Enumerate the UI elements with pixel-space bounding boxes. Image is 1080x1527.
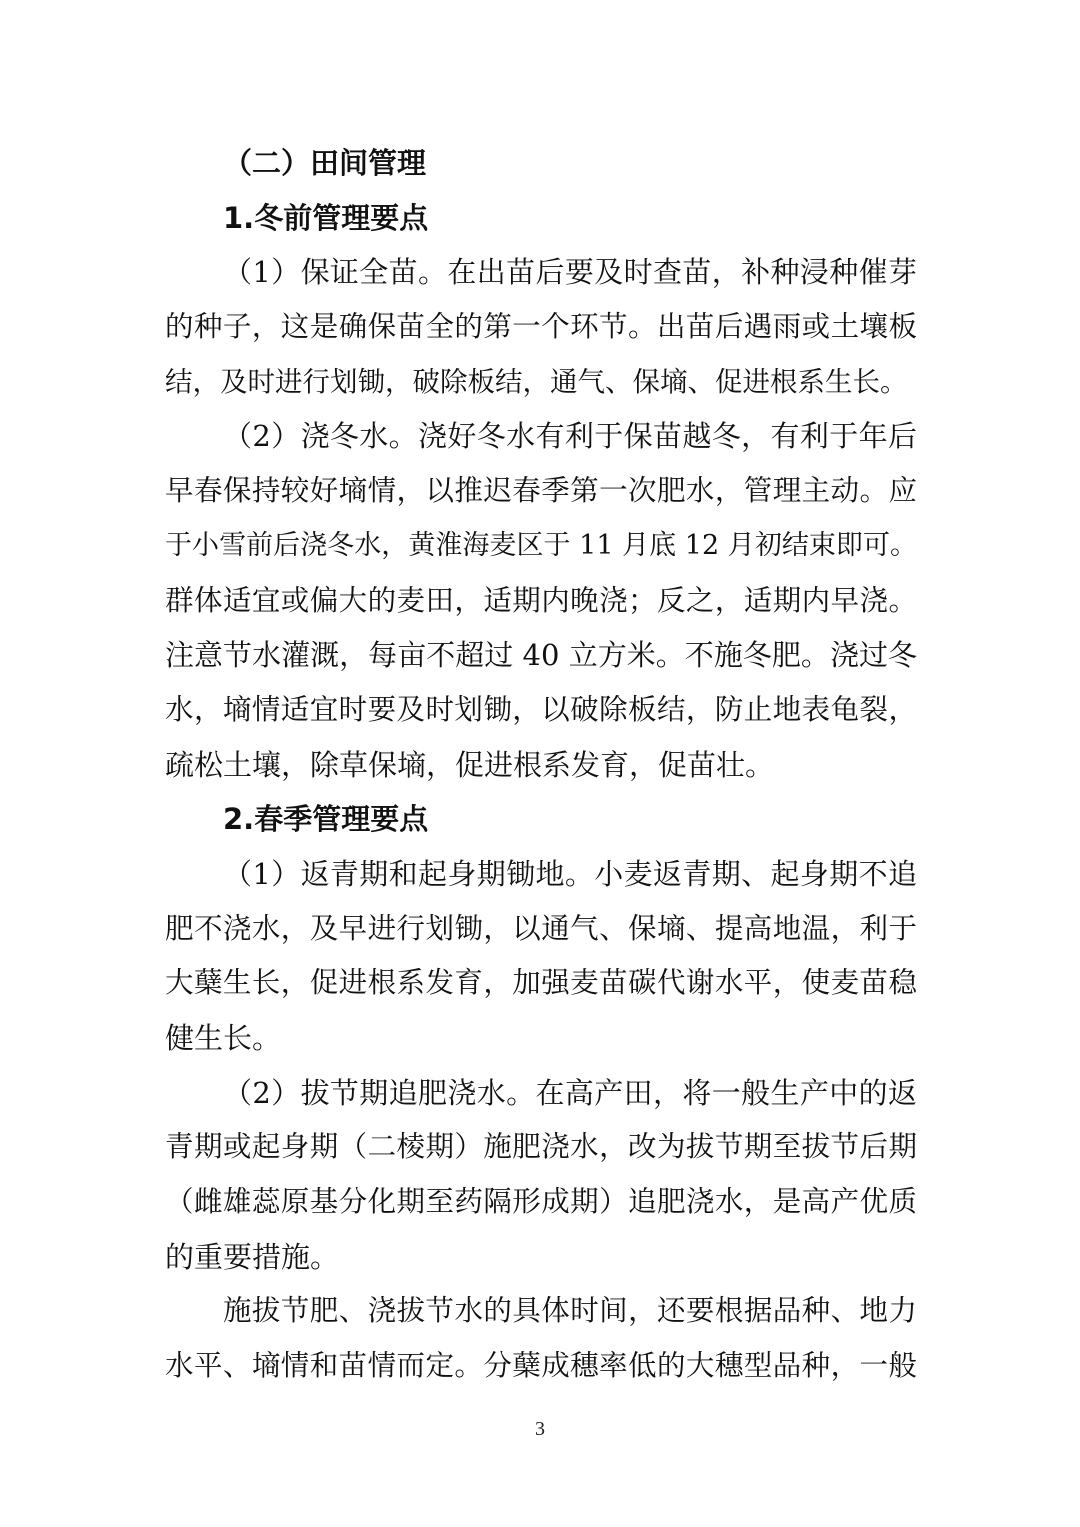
- paragraph-line: 青期或起身期（二棱期）施肥浇水，改为拔节期至拔节后期: [165, 1130, 917, 1164]
- paragraph-line: （2）浇冬水。浇好冬水有利于保苗越冬，有利于年后: [223, 419, 917, 454]
- page-number: 3: [535, 1418, 545, 1440]
- paragraph-line: （2）拔节期追肥浇水。在高产田，将一般生产中的返: [223, 1075, 917, 1110]
- paragraph-line: 结，及时进行划锄，破除板结，通气、保墒、促进根系生长。: [165, 365, 908, 398]
- paragraph-line: 健生长。: [165, 1021, 282, 1055]
- paragraph-line: 水，墒情适宜时要及时划锄，以破除板结，防止地表龟裂，: [165, 692, 917, 726]
- paragraph-line: 于小雪前后浇冬水，黄淮海麦区于 11 月底 12 月初结束即可。: [165, 529, 917, 561]
- paragraph-line: 大蘖生长，促进根系发育，加强麦苗碳代谢水平，使麦苗稳: [165, 966, 917, 1000]
- paragraph-line: 疏松土壤，除草保墒，促进根系发育，促苗壮。: [165, 747, 775, 782]
- paragraph-line: 施拔节肥、浇拔节水的具体时间，还要根据品种、地力: [223, 1294, 917, 1328]
- paragraph-line: 群体适宜或偏大的麦田，适期内晚浇；反之，适期内早浇。: [165, 583, 917, 617]
- paragraph-line: 注意节水灌溉，每亩不超过 40 立方米。不施冬肥。浇过冬: [165, 638, 917, 673]
- paragraph-line: （1）保证全苗。在出苗后要及时查苗，补种浸种催芽: [223, 255, 917, 290]
- paragraph-line: （雌雄蕊原基分化期至药隔形成期）追肥浇水，是高产优质: [165, 1185, 917, 1219]
- subsection-heading: 2.春季管理要点: [223, 802, 429, 837]
- paragraph-line: 的重要措施。: [165, 1239, 340, 1274]
- document-body: [165, 136, 917, 1394]
- section-heading: （二）田间管理: [223, 146, 427, 180]
- paragraph-line: 肥不浇水，及早进行划锄，以通气、保墒、提高地温，利于: [165, 911, 917, 945]
- paragraph-line: （1）返青期和起身期锄地。小麦返青期、起身期不追: [223, 856, 917, 891]
- paragraph-line: 水平、墒情和苗情而定。分蘖成穗率低的大穗型品种，一般: [165, 1349, 917, 1383]
- paragraph-line: 的种子，这是确保苗全的第一个环节。出苗后遇雨或土壤板: [165, 310, 917, 344]
- paragraph-line: 早春保持较好墒情，以推迟春季第一次肥水，管理主动。应: [165, 474, 917, 508]
- subsection-heading: 1.冬前管理要点: [223, 200, 429, 235]
